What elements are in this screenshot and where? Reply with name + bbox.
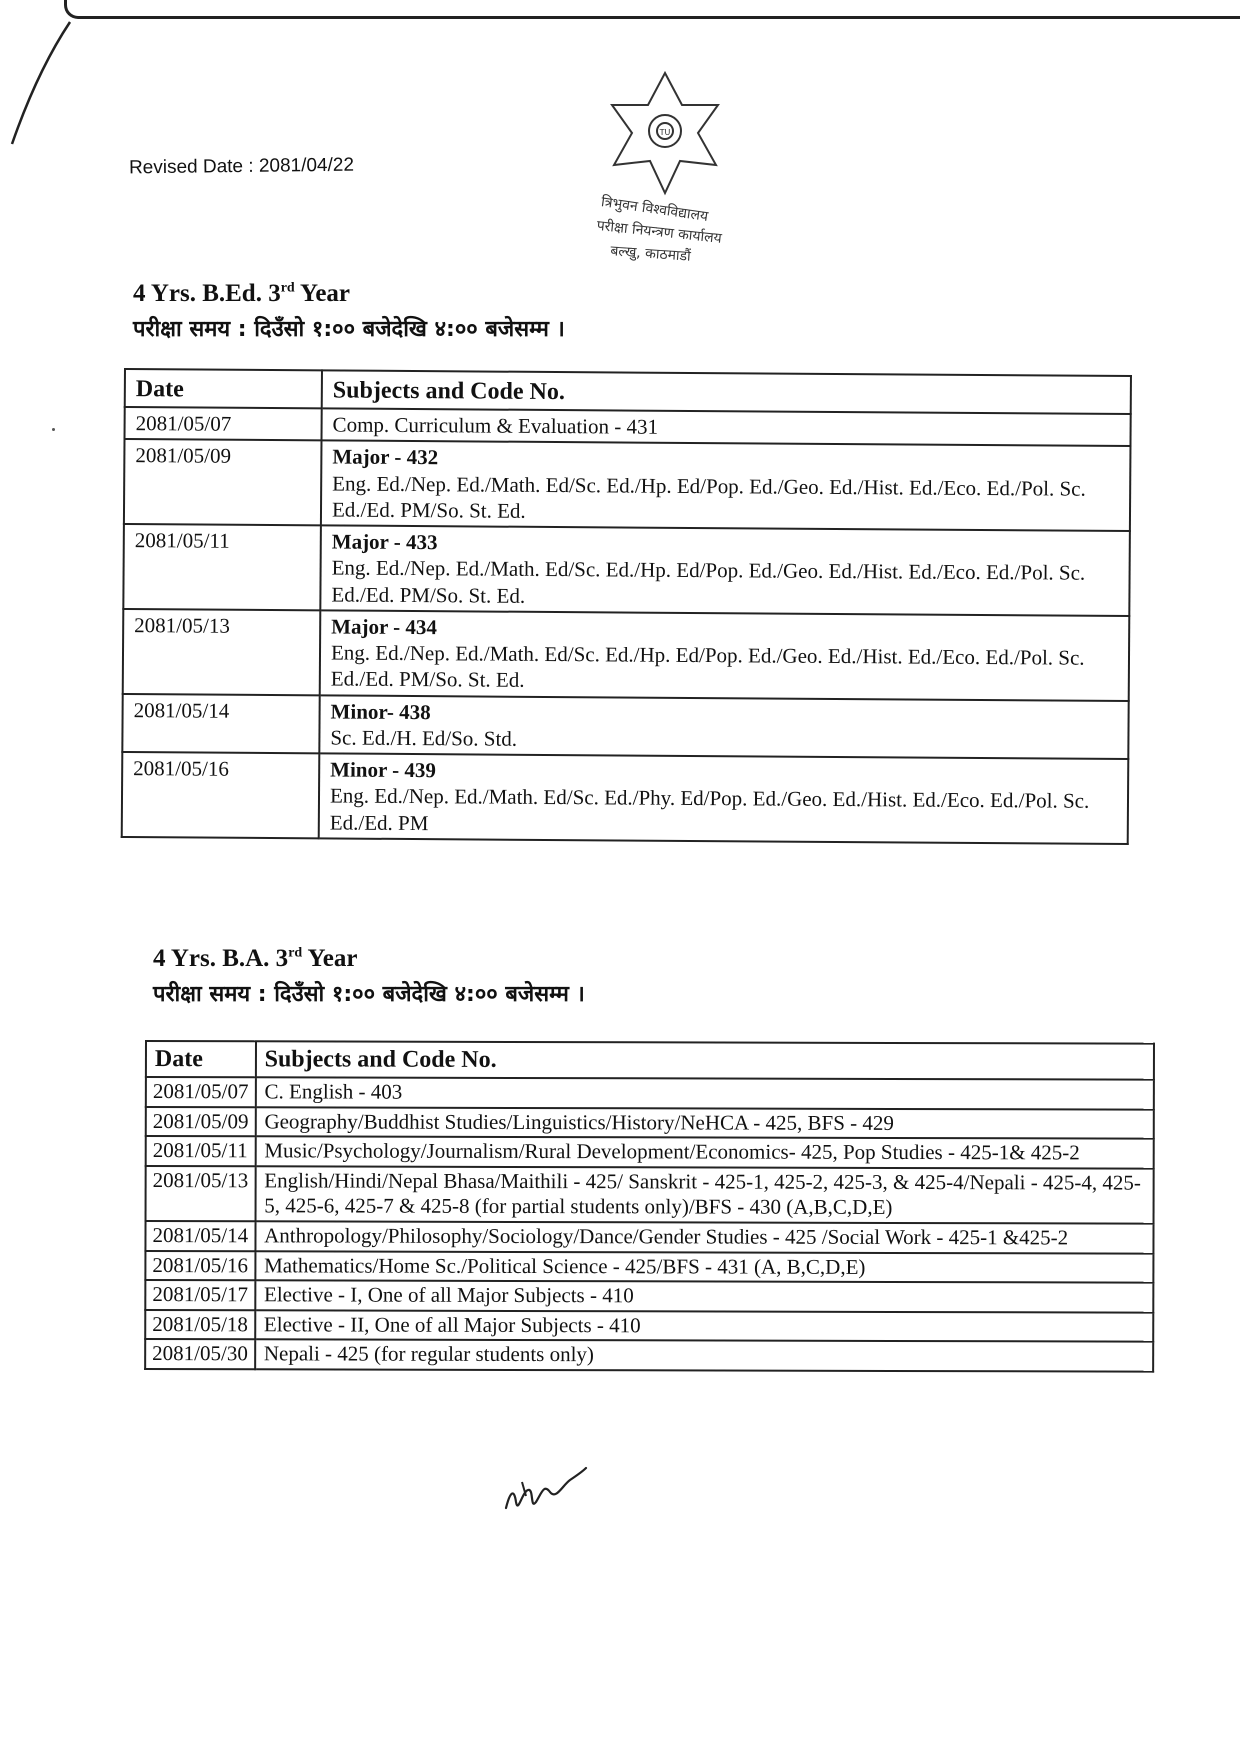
table-row [145,1221,1153,1253]
table-row [145,1339,1153,1371]
table-row [123,609,1130,701]
signature-icon [500,1462,590,1522]
bed-title-sup: rd [280,280,295,296]
row-date: 2081/05/11 [146,1136,256,1166]
table-row [146,1077,1154,1109]
row-detail: Elective - II, One of all Major Subjects - 410 [255,1310,1153,1342]
row-detail: Eng. Ed./Nep. Ed./Math. Ed/Sc. Ed./Phy. Ed/Pop. Ed./Geo. Ed./Hist. Ed./Eco. Ed./Pol. Sc. Ed./Ed. PM [329,783,1090,835]
ba-title-end: Year [302,945,358,972]
col-date-header: Date [146,1041,256,1077]
table-row [124,439,1131,531]
col-subjects-header: Subjects and Code No. [322,370,1131,414]
row-detail: Comp. Curriculum & Evaluation - 431 [332,412,659,439]
seal-text-1: त्रिभुवन विश्वविद्यालय [600,194,710,225]
ba-section-title [153,945,358,973]
table-row [146,1107,1154,1139]
row-detail: Eng. Ed./Nep. Ed./Math. Ed/Sc. Ed./Hp. Ed/Pop. Ed./Geo. Ed./Hist. Ed./Eco. Ed./Pol. Sc. Ed./Ed. PM/So. St. Ed. [330,640,1085,693]
row-date: 2081/05/09 [124,439,322,525]
row-detail: Sc. Ed./H. Ed/So. Std. [330,725,518,751]
row-date: 2081/05/14 [122,693,319,753]
table-row [145,1251,1153,1283]
speck [52,428,55,431]
ba-exam-time: परीक्षा समय : दिउँसो १:०० बजेदेखि ४:०० बजेसम्म । [153,982,585,1007]
seal-text-3: बल्खु, काठमाडौं [609,243,692,265]
row-subjects [320,610,1130,700]
row-date: 2081/05/16 [122,752,320,838]
ba-schedule-table [144,1040,1155,1373]
ba-title-main: 4 Yrs. B.A. 3 [153,945,289,972]
table-row [146,1136,1154,1168]
row-detail: Anthropology/Philosophy/Sociology/Dance/Gender Studies - 425 /Social Work - 425-1 &425-2 [255,1221,1153,1253]
row-head: Minor- 438 [330,698,431,724]
bed-section-title [133,280,350,308]
row-detail: English/Hindi/Nepal Bhasa/Maithili - 425/ Sanskrit - 425-1, 425-2, 425-3, & 425-4/Nepali - 425-4, 425-5, 425-6, 425-7 & 425-8 (for partial students only)/BFS - 430 (A,B,C,D,E) [255,1166,1153,1224]
row-detail: Eng. Ed./Nep. Ed./Math. Ed/Sc. Ed./Hp. Ed/Pop. Ed./Geo. Ed./Hist. Ed./Eco. Ed./Pol. Sc. Ed./Ed. PM/So. St. Ed. [331,555,1086,608]
row-detail: Nepali - 425 (for regular students only) [255,1340,1153,1372]
row-head: Minor - 439 [330,757,437,783]
bed-schedule-table [121,368,1132,845]
row-subjects [319,753,1129,843]
ba-title-sup: rd [288,945,303,961]
row-detail: Eng. Ed./Nep. Ed./Math. Ed/Sc. Ed./Hp. Ed/Pop. Ed./Geo. Ed./Hist. Ed./Eco. Ed./Pol. Sc. Ed./Ed. PM/So. St. Ed. [331,470,1086,523]
bed-title-end: Year [294,280,351,307]
row-date: 2081/05/11 [123,524,321,610]
col-subjects-header: Subjects and Code No. [256,1041,1154,1079]
revised-date: Revised Date : 2081/04/22 [128,154,355,179]
row-date: 2081/05/07 [146,1077,256,1107]
row-detail: Elective - I, One of all Major Subjects - 410 [255,1281,1153,1313]
table-row [122,752,1129,844]
page-edge [64,0,1240,19]
bed-title-main: 4 Yrs. B.Ed. 3 [133,280,281,307]
row-head: Major - 434 [331,614,438,639]
row-date: 2081/05/17 [145,1280,255,1310]
university-seal-icon [570,65,760,265]
row-date: 2081/05/14 [145,1221,255,1251]
row-detail: Mathematics/Home Sc./Political Science - 425/BFS - 431 (A, B,C,D,E) [255,1251,1153,1283]
row-date: 2081/05/30 [145,1339,255,1369]
col-date-header: Date [125,369,322,408]
table-row [146,1166,1154,1224]
row-date: 2081/05/16 [145,1251,255,1281]
table-header-row [146,1041,1154,1080]
row-subjects [320,525,1130,615]
row-date: 2081/05/09 [146,1107,256,1137]
seal-text-2: परीक्षा नियन्त्रण कार्यालय [595,217,723,247]
row-subjects [319,695,1128,759]
svg-text:TU: TU [659,128,671,137]
row-head: Major - 432 [332,444,439,470]
table-row [145,1310,1153,1342]
table-row [145,1280,1153,1312]
table-row [123,524,1130,616]
row-head: Major - 433 [331,529,438,555]
row-detail: C. English - 403 [255,1077,1153,1109]
row-subjects [321,441,1131,531]
row-detail: Geography/Buddhist Studies/Linguistics/History/NeHCA - 425, BFS - 429 [255,1107,1153,1139]
row-detail: Music/Psychology/Journalism/Rural Development/Economics- 425, Pop Studies - 425-1& 425-2 [255,1137,1153,1169]
row-date: 2081/05/13 [123,609,321,695]
row-date: 2081/05/18 [145,1310,255,1340]
page-fold-line [6,18,76,148]
table-row [122,693,1128,759]
row-date: 2081/05/13 [146,1166,256,1222]
bed-exam-time: परीक्षा समय : दिउँसो १:०० बजेदेखि ४:०० बजेसम्म । [133,317,565,342]
row-date: 2081/05/07 [125,407,322,441]
